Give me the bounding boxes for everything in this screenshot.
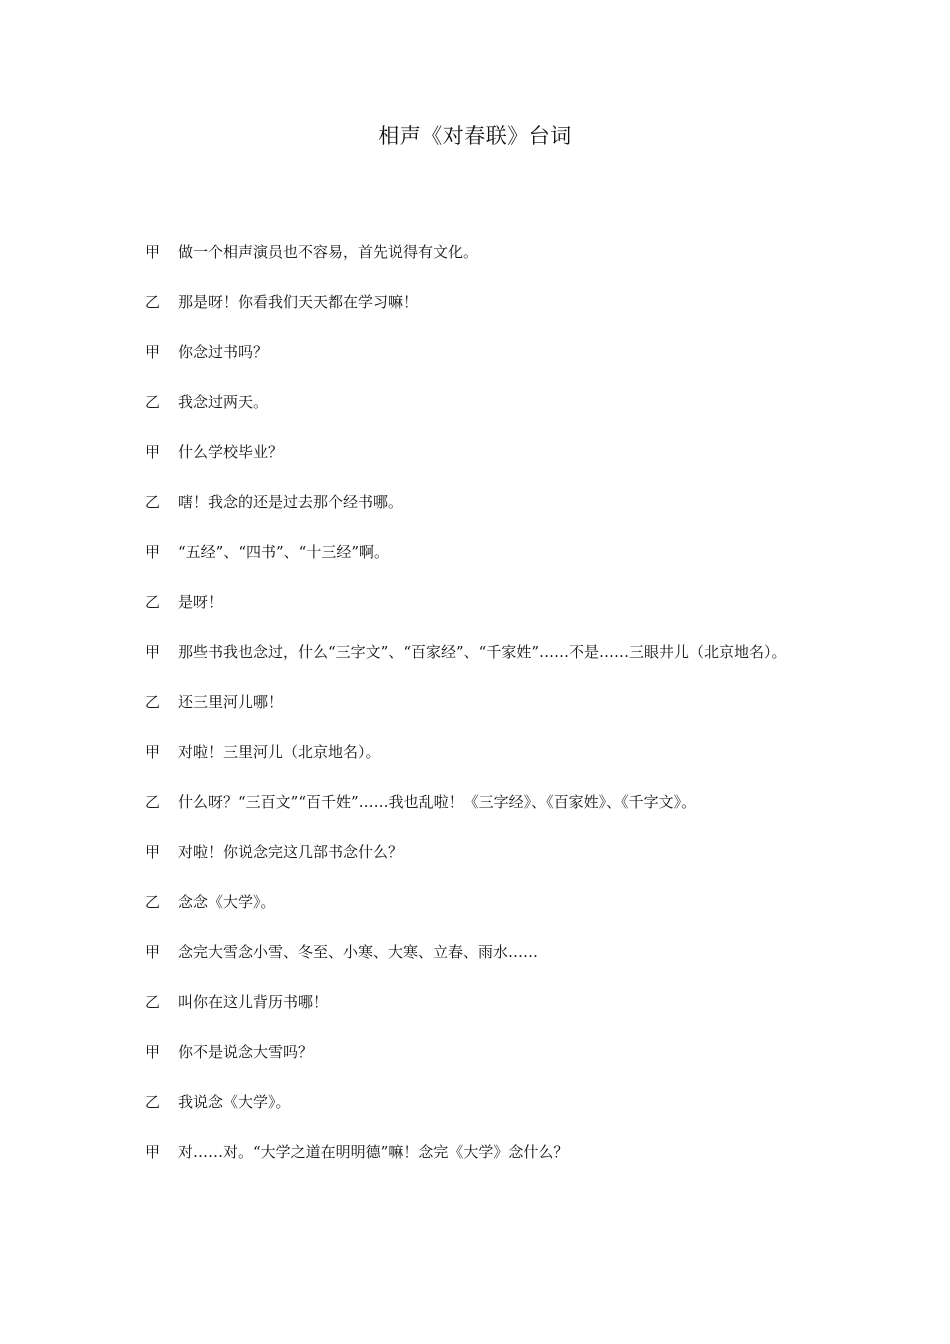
speaker-label: 甲	[145, 943, 161, 961]
dialogue-text: 对……对。“大学之道在明明德”嘛！念完《大学》念什么？	[178, 1143, 569, 1161]
speaker-label: 甲	[145, 1043, 161, 1061]
dialogue-text: 什么呀？“三百文”“百千姓”……我也乱啦！《三字经》、《百家姓》、《千字文》。	[178, 793, 697, 811]
dialogue-line	[145, 990, 813, 1014]
dialogue-text: 还三里河儿哪！	[178, 693, 284, 711]
dialogue-text: “五经”、“四书”、“十三经”啊。	[178, 543, 390, 561]
dialogue-text: 什么学校毕业？	[178, 443, 284, 461]
dialogue-line	[145, 590, 813, 614]
dialogue-line	[145, 1090, 813, 1114]
dialogue-text: 对啦！三里河儿（北京地名）。	[178, 743, 381, 761]
speaker-label: 乙	[145, 293, 161, 311]
speaker-label: 乙	[145, 793, 161, 811]
dialogue-text: 你念过书吗？	[178, 343, 269, 361]
dialogue-line	[145, 690, 813, 714]
dialogue-line	[145, 340, 813, 364]
speaker-label: 甲	[145, 843, 161, 861]
speaker-label: 乙	[145, 1093, 161, 1111]
dialogue-line	[145, 640, 813, 664]
dialogue-line	[145, 790, 813, 814]
dialogue-line	[145, 240, 813, 264]
speaker-label: 甲	[145, 543, 161, 561]
speaker-label: 甲	[145, 743, 161, 761]
dialogue-line	[145, 290, 813, 314]
speaker-label: 乙	[145, 893, 161, 911]
dialogue-text: 你不是说念大雪吗？	[178, 1043, 314, 1061]
dialogue-line	[145, 390, 813, 414]
speaker-label: 甲	[145, 243, 161, 261]
speaker-label: 甲	[145, 1143, 161, 1161]
dialogue-text: 念完大雪念小雪、冬至、小寒、大寒、立春、雨水……	[178, 943, 539, 961]
speaker-label: 甲	[145, 343, 161, 361]
dialogue-line	[145, 440, 813, 464]
dialogue-text: 嗐！我念的还是过去那个经书哪。	[178, 493, 404, 511]
speaker-label: 乙	[145, 493, 161, 511]
speaker-label: 乙	[145, 593, 161, 611]
document-title: 相声《对春联》台词	[378, 124, 572, 148]
dialogue-text: 叫你在这儿背历书哪！	[178, 993, 329, 1011]
dialogue-text: 是呀！	[178, 593, 224, 611]
dialogue-line	[145, 890, 813, 914]
dialogue-text: 对啦！你说念完这几部书念什么？	[178, 843, 404, 861]
dialogue-text: 我说念《大学》。	[178, 1093, 291, 1111]
dialogue-text: 做一个相声演员也不容易，首先说得有文化。	[178, 243, 479, 261]
dialogue-text: 那是呀！你看我们天天都在学习嘛！	[178, 293, 419, 311]
dialogue-text: 念念《大学》。	[178, 893, 276, 911]
dialogue-line	[145, 840, 813, 864]
dialogue-text: 我念过两天。	[178, 393, 269, 411]
dialogue-line	[145, 1040, 813, 1064]
dialogue-list	[145, 240, 813, 1190]
dialogue-line	[145, 940, 813, 964]
dialogue-line	[145, 740, 813, 764]
speaker-label: 甲	[145, 643, 161, 661]
dialogue-line	[145, 490, 813, 514]
speaker-label: 甲	[145, 443, 161, 461]
dialogue-line	[145, 1140, 813, 1164]
dialogue-line	[145, 540, 813, 564]
speaker-label: 乙	[145, 693, 161, 711]
speaker-label: 乙	[145, 993, 161, 1011]
speaker-label: 乙	[145, 393, 161, 411]
dialogue-text: 那些书我也念过，什么“三字文”、“百家经”、“千家姓”……不是……三眼井儿（北京地名）。	[178, 643, 787, 661]
